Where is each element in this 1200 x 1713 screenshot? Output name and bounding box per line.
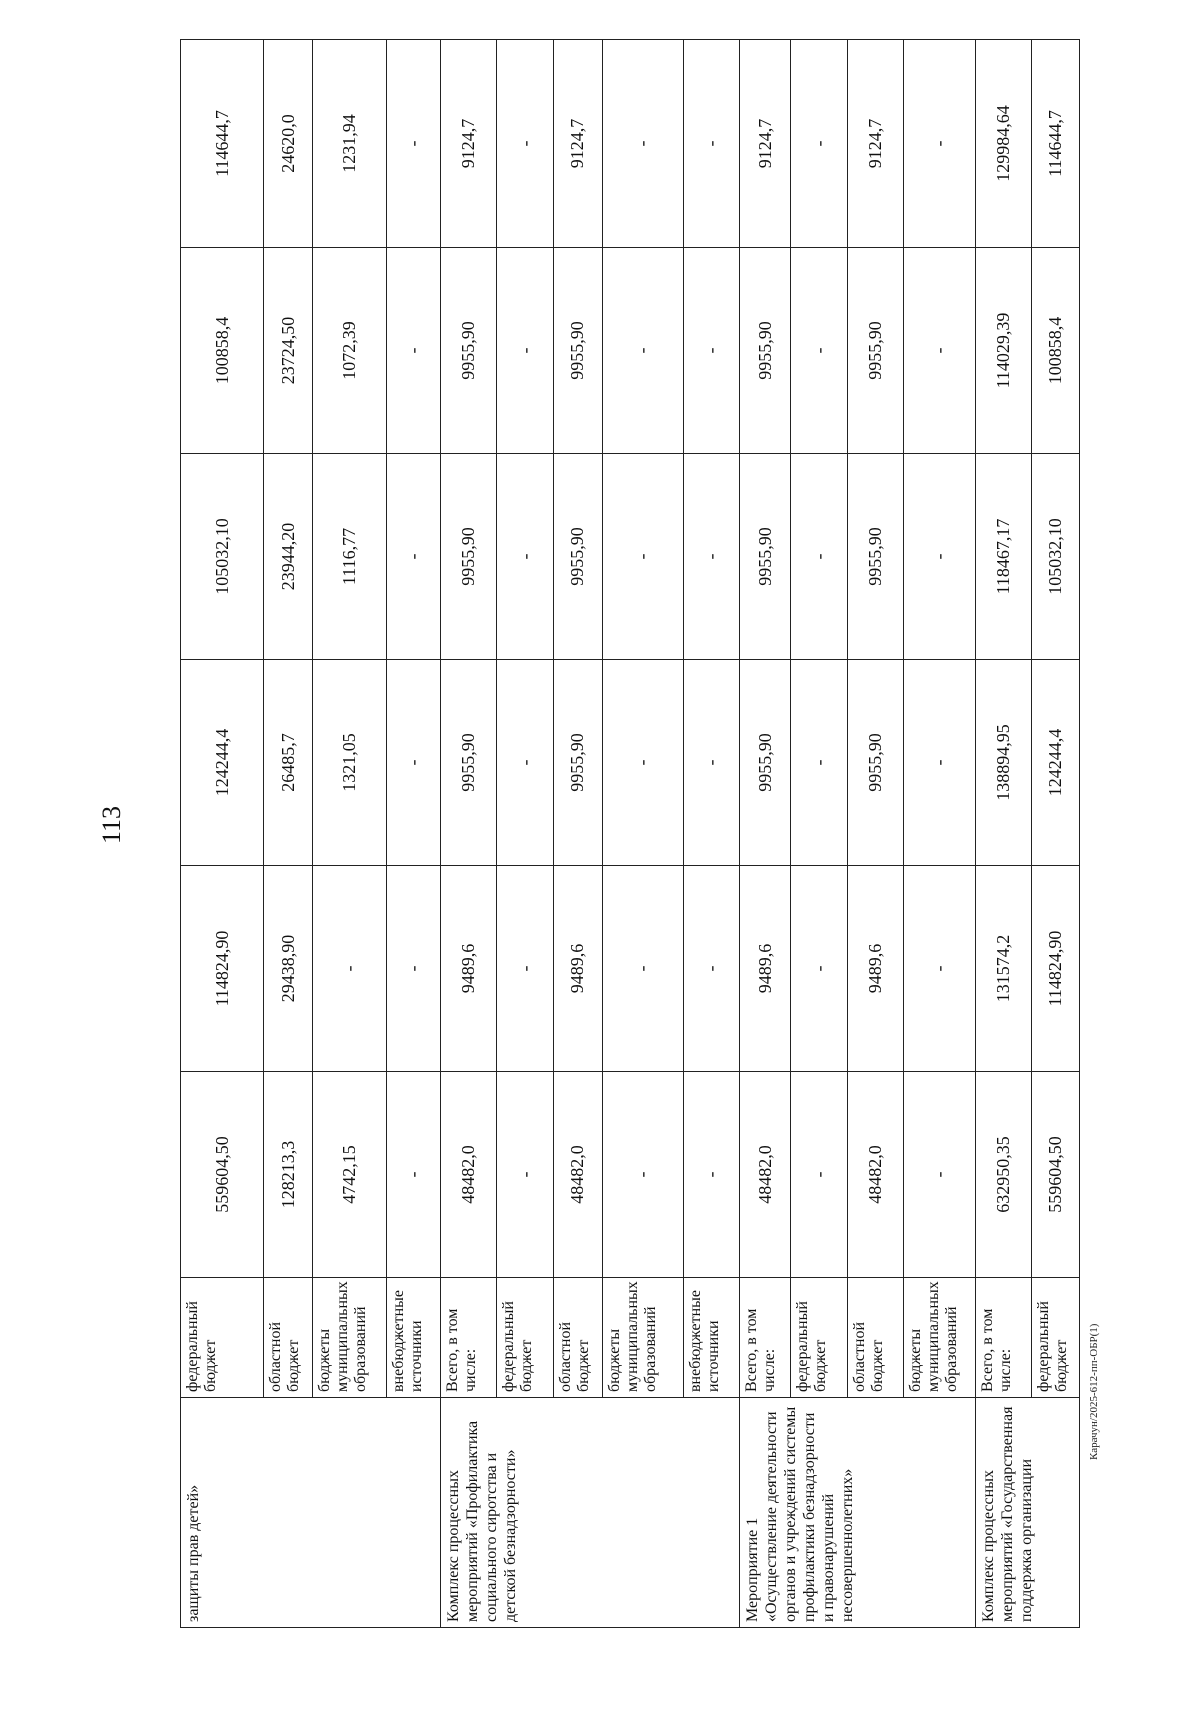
source-cell: Всего, в том числе:: [975, 1278, 1031, 1398]
document-id: Карачун/2025-612-пп-ОБР(1): [1088, 1323, 1100, 1460]
table-row: [497, 40, 553, 1628]
value-cell: -: [791, 866, 847, 1072]
source-cell: Всего, в том числе:: [441, 1278, 497, 1398]
value-cell: -: [903, 660, 975, 866]
source-cell: внебюджетные источники: [387, 1278, 441, 1398]
table-row: [791, 40, 847, 1628]
budget-table: [180, 39, 1080, 1628]
value-cell: 48482,0: [553, 1072, 602, 1278]
value-cell: 9124,7: [441, 40, 497, 248]
program-cell: Мероприятие 1 «Осуществление деятельности органов и учреждений системы профилактики безнадзорности и правонарушений несовершеннолетних»: [739, 1398, 975, 1628]
source-cell: областной бюджет: [264, 1278, 313, 1398]
value-cell: -: [602, 1072, 683, 1278]
value-cell: 9955,90: [441, 454, 497, 660]
value-cell: 48482,0: [847, 1072, 903, 1278]
value-cell: -: [387, 248, 441, 454]
value-cell: -: [602, 866, 683, 1072]
program-cell: Комплекс процессных мероприятий «Государственная поддержка организации: [975, 1398, 1079, 1628]
value-cell: 118467,17: [975, 454, 1031, 660]
source-cell: бюджеты муниципальных образований: [903, 1278, 975, 1398]
value-cell: -: [791, 1072, 847, 1278]
table-row: [313, 40, 387, 1628]
value-cell: 129984,64: [975, 40, 1031, 248]
value-cell: 9955,90: [441, 660, 497, 866]
value-cell: -: [497, 866, 553, 1072]
value-cell: -: [497, 454, 553, 660]
value-cell: 105032,10: [181, 454, 264, 660]
table-row: [903, 40, 975, 1628]
value-cell: -: [791, 40, 847, 248]
value-cell: -: [497, 660, 553, 866]
value-cell: -: [683, 866, 739, 1072]
value-cell: -: [602, 660, 683, 866]
value-cell: -: [602, 248, 683, 454]
table-row: [602, 40, 683, 1628]
source-cell: федеральный бюджет: [181, 1278, 264, 1398]
source-cell: федеральный бюджет: [1031, 1278, 1079, 1398]
source-cell: областной бюджет: [847, 1278, 903, 1398]
program-cell: защиты прав детей»: [181, 1398, 441, 1628]
value-cell: 9955,90: [847, 454, 903, 660]
value-cell: -: [903, 454, 975, 660]
table-row: [441, 40, 497, 1628]
table-row: [975, 40, 1031, 1628]
value-cell: 9489,6: [739, 866, 791, 1072]
value-cell: 632950,35: [975, 1072, 1031, 1278]
value-cell: -: [387, 866, 441, 1072]
value-cell: -: [791, 454, 847, 660]
value-cell: -: [903, 866, 975, 1072]
value-cell: 131574,2: [975, 866, 1031, 1072]
value-cell: -: [497, 1072, 553, 1278]
value-cell: 128213,3: [264, 1072, 313, 1278]
value-cell: 559604,50: [181, 1072, 264, 1278]
source-cell: Всего, в том числе:: [739, 1278, 791, 1398]
value-cell: -: [497, 40, 553, 248]
value-cell: 114644,7: [1031, 40, 1079, 248]
value-cell: 9955,90: [553, 660, 602, 866]
value-cell: 26485,7: [264, 660, 313, 866]
value-cell: 23724,50: [264, 248, 313, 454]
value-cell: 9955,90: [739, 248, 791, 454]
program-cell: Комплекс процессных мероприятий «Профилактика социального сиротства и детской безнадзорности»: [441, 1398, 740, 1628]
value-cell: 9955,90: [847, 248, 903, 454]
value-cell: 9955,90: [553, 248, 602, 454]
value-cell: -: [903, 248, 975, 454]
source-cell: федеральный бюджет: [497, 1278, 553, 1398]
table-row: [1031, 40, 1079, 1628]
value-cell: -: [683, 248, 739, 454]
value-cell: 9955,90: [847, 660, 903, 866]
value-cell: 114824,90: [1031, 866, 1079, 1072]
value-cell: 48482,0: [739, 1072, 791, 1278]
value-cell: 1072,39: [313, 248, 387, 454]
source-cell: внебюджетные источники: [683, 1278, 739, 1398]
value-cell: -: [683, 40, 739, 248]
value-cell: 9124,7: [553, 40, 602, 248]
value-cell: -: [683, 454, 739, 660]
value-cell: -: [387, 660, 441, 866]
value-cell: 105032,10: [1031, 454, 1079, 660]
value-cell: -: [387, 454, 441, 660]
value-cell: 114644,7: [181, 40, 264, 248]
value-cell: 100858,4: [1031, 248, 1079, 454]
table-row: [847, 40, 903, 1628]
value-cell: 9955,90: [739, 454, 791, 660]
value-cell: -: [497, 248, 553, 454]
value-cell: 4742,15: [313, 1072, 387, 1278]
value-cell: -: [602, 40, 683, 248]
table-row: [553, 40, 602, 1628]
value-cell: 124244,4: [181, 660, 264, 866]
value-cell: 9955,90: [441, 248, 497, 454]
value-cell: 24620,0: [264, 40, 313, 248]
value-cell: 1321,05: [313, 660, 387, 866]
value-cell: -: [903, 1072, 975, 1278]
source-cell: федеральный бюджет: [791, 1278, 847, 1398]
value-cell: -: [387, 1072, 441, 1278]
budget-table-container: [180, 40, 1080, 1628]
value-cell: 559604,50: [1031, 1072, 1079, 1278]
source-cell: бюджеты муниципальных образований: [602, 1278, 683, 1398]
value-cell: 100858,4: [181, 248, 264, 454]
value-cell: -: [903, 40, 975, 248]
value-cell: 48482,0: [441, 1072, 497, 1278]
value-cell: 9124,7: [739, 40, 791, 248]
value-cell: 114029,39: [975, 248, 1031, 454]
value-cell: -: [313, 866, 387, 1072]
value-cell: 1231,94: [313, 40, 387, 248]
value-cell: 114824,90: [181, 866, 264, 1072]
table-row: [739, 40, 791, 1628]
value-cell: 29438,90: [264, 866, 313, 1072]
source-cell: бюджеты муниципальных образований: [313, 1278, 387, 1398]
value-cell: 124244,4: [1031, 660, 1079, 866]
table-row: [264, 40, 313, 1628]
value-cell: 9489,6: [847, 866, 903, 1072]
value-cell: 9489,6: [441, 866, 497, 1072]
table-row: [181, 40, 264, 1628]
value-cell: 138894,95: [975, 660, 1031, 866]
value-cell: 9955,90: [553, 454, 602, 660]
value-cell: 9489,6: [553, 866, 602, 1072]
value-cell: -: [791, 248, 847, 454]
value-cell: 9955,90: [739, 660, 791, 866]
value-cell: -: [602, 454, 683, 660]
value-cell: -: [683, 660, 739, 866]
value-cell: -: [387, 40, 441, 248]
table-row: [387, 40, 441, 1628]
value-cell: -: [683, 1072, 739, 1278]
value-cell: 23944,20: [264, 454, 313, 660]
page-number: 113: [97, 805, 126, 845]
value-cell: 9124,7: [847, 40, 903, 248]
value-cell: 1116,77: [313, 454, 387, 660]
table-row: [683, 40, 739, 1628]
value-cell: -: [791, 660, 847, 866]
source-cell: областной бюджет: [553, 1278, 602, 1398]
